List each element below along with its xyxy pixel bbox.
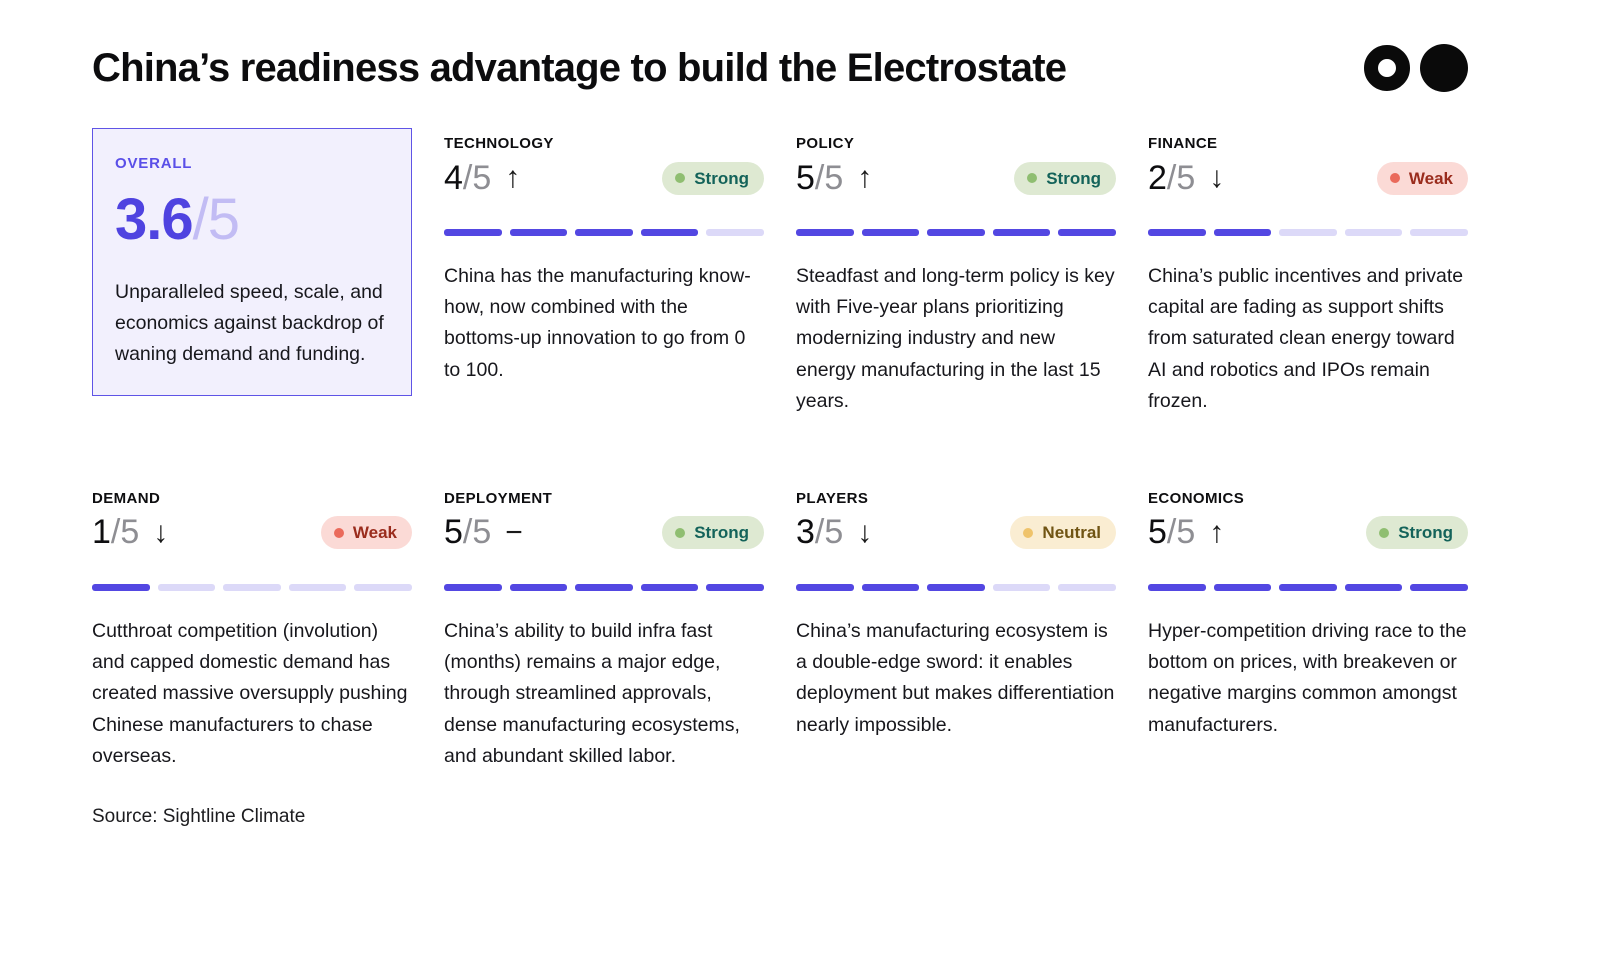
score-suffix: /5 [462,158,492,197]
progress-segment [444,584,502,591]
sightline-climate-logo [1364,44,1468,92]
status-badge [662,162,764,195]
progress-segment [444,229,502,236]
overall-score-suffix: /5 [192,187,240,252]
progress-segment [510,584,568,591]
overall-description: Unparalleled speed, scale, and economics against backdrop of waning demand and funding. [115,281,384,366]
status-label: Strong [1398,523,1453,543]
card-description: Hyper-competition driving race to the bottom on prices, with breakeven or negative margins common amongst manufacturers. [1148,619,1467,736]
score-value: 2 [1148,158,1167,197]
status-dot-icon [334,528,344,538]
status-dot-icon [675,173,685,183]
progress-segment [1058,584,1116,591]
progress-segment [1410,584,1468,591]
page-title: China’s readiness advantage to build the Electrostate [92,45,1067,90]
card-policy [796,128,1116,417]
card-description: China’s manufacturing ecosystem is a double-edge sword: it enables deployment but makes differentiation nearly impossible. [796,619,1115,736]
progress-segment [1410,229,1468,236]
progress-segment [575,229,633,236]
score-value: 5 [1148,513,1167,552]
status-label: Strong [1046,168,1101,188]
progress-segment [575,584,633,591]
overall-score [115,186,389,253]
card-description: China’s public incentives and private capital are fading as support shifts from saturated clean energy toward AI and robotics and IPOs remain frozen. [1148,265,1464,412]
card-description: Steadfast and long-term policy is key with Five-year plans prioritizing modernizing industry and new energy manufacturing in the last 15 years. [796,265,1115,412]
progress-segment [927,229,985,236]
overall-score-value: 3.6 [115,187,193,252]
trend-down-icon: ↓ [857,515,873,549]
card-description: Cutthroat competition (involution) and capped domestic demand has created massive oversupply pushing Chinese manufacturers to chase overseas. [92,619,408,767]
progress-segment [354,584,412,591]
score-suffix: /5 [1166,513,1196,552]
status-dot-icon [1027,173,1037,183]
source-note: Source: Sightline Climate [92,805,306,827]
header [92,44,1468,92]
card-label: TECHNOLOGY [444,135,554,152]
card-label: POLICY [796,135,855,152]
progress-segment [223,584,281,591]
score-progress-bar [1148,584,1468,591]
progress-segment [641,584,699,591]
status-label: Weak [1408,168,1453,188]
score-row [444,512,764,554]
score-suffix: /5 [814,513,844,552]
trend-up-icon: ↑ [1209,515,1225,549]
status-dot-icon [1390,173,1400,183]
progress-segment [1058,229,1116,236]
progress-segment [927,584,985,591]
card-deployment [444,483,764,772]
trend-flat-icon: − [505,515,523,549]
score-row [92,512,412,554]
status-dot-icon [1379,528,1389,538]
progress-segment [641,229,699,236]
status-badge [1014,162,1116,195]
overall-card [92,128,412,396]
trend-up-icon: ↑ [505,161,521,194]
score-value: 4 [444,158,463,197]
score-row [796,512,1116,554]
score-progress-bar [796,584,1116,591]
score-progress-bar [1148,229,1468,236]
score-row [444,157,764,199]
progress-segment [706,229,764,236]
trend-down-icon: ↓ [153,515,169,549]
card-label: DEPLOYMENT [444,489,553,507]
score-suffix: /5 [814,158,844,197]
status-label: Neutral [1042,523,1101,543]
progress-segment [1214,584,1272,591]
overall-label: OVERALL [115,155,193,172]
score-value: 1 [92,513,111,552]
card-economics [1148,483,1468,772]
card-label: FINANCE [1148,135,1218,152]
card-description: China’s ability to build infra fast (months) remains a major edge, through streamlined approvals, dense manufacturing ecosystems, and abundant skilled labor. [444,619,740,767]
status-dot-icon [1023,528,1033,538]
card-players [796,483,1116,772]
score-row [1148,157,1468,199]
card-label: PLAYERS [796,489,869,507]
progress-segment [796,584,854,591]
status-label: Weak [352,523,397,543]
progress-segment [862,584,920,591]
progress-segment [1345,584,1403,591]
status-dot-icon [675,528,685,538]
progress-segment [92,584,150,591]
progress-segment [1148,229,1206,236]
score-progress-bar [796,229,1116,236]
progress-segment [1148,584,1206,591]
score-suffix: /5 [462,513,492,552]
progress-segment [1279,584,1337,591]
score-value: 5 [796,158,815,197]
progress-segment [796,229,854,236]
progress-segment [1345,229,1403,236]
card-technology [444,128,764,417]
progress-segment [993,229,1051,236]
score-value: 3 [796,513,815,552]
score-progress-bar [444,584,764,591]
score-progress-bar [444,229,764,236]
score-progress-bar [92,584,412,591]
status-badge [1377,162,1468,195]
status-badge [321,516,412,549]
card-demand [92,483,412,772]
progress-segment [158,584,216,591]
card-label: DEMAND [92,489,161,507]
scorecard-grid [92,128,1468,772]
score-row [796,157,1116,199]
progress-segment [1279,229,1337,236]
status-badge [1010,516,1116,549]
score-value: 5 [444,513,463,552]
card-description: China has the manufacturing know-how, now combined with the bottoms-up innovation to go from 0 to 100. [444,265,751,381]
progress-segment [706,584,764,591]
progress-segment [1214,229,1272,236]
status-label: Strong [694,523,749,543]
card-label: ECONOMICS [1148,489,1245,507]
trend-up-icon: ↑ [857,161,873,194]
card-finance [1148,128,1468,417]
score-suffix: /5 [110,513,140,552]
logo-ring-circle-icon [1364,45,1410,91]
progress-segment [993,584,1051,591]
trend-down-icon: ↓ [1209,161,1225,194]
logo-solid-circle-icon [1420,44,1468,92]
score-row [1148,512,1468,554]
status-badge [1366,516,1468,549]
status-badge [662,516,764,549]
progress-segment [862,229,920,236]
score-suffix: /5 [1166,158,1196,197]
status-label: Strong [694,168,749,188]
progress-segment [510,229,568,236]
progress-segment [289,584,347,591]
